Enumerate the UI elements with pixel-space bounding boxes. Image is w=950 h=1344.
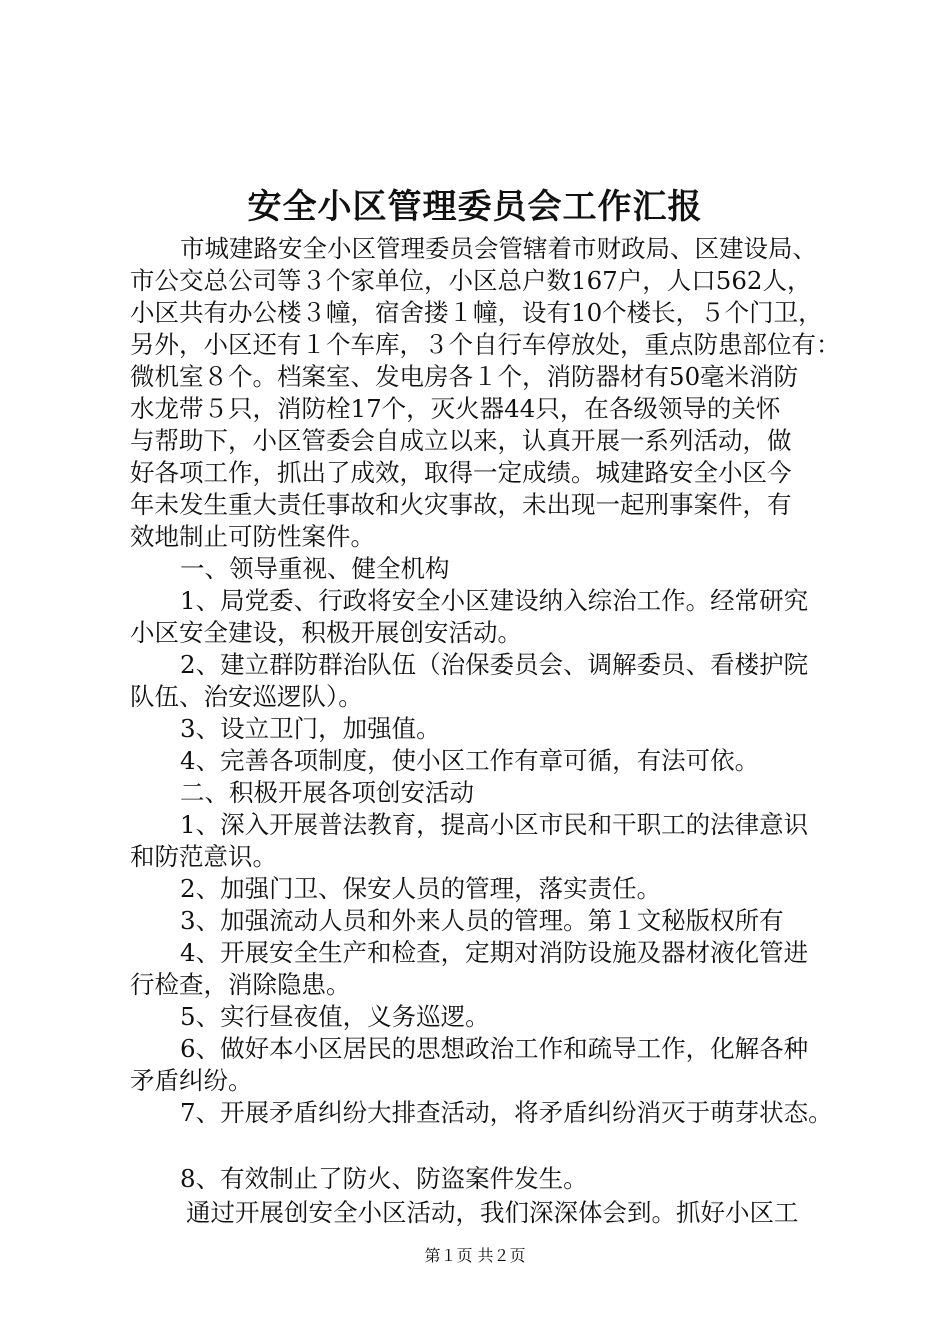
list-item-line: 3、设立卫门，加强值。 bbox=[180, 714, 441, 743]
paragraph-line: 水龙带５只，消防栓17个，灭火器44只，在各级领导的关怀 bbox=[130, 394, 781, 423]
list-item-line: 矛盾纠纷。 bbox=[130, 1066, 253, 1095]
list-item-line: 3、加强流动人员和外来人员的管理。第１文秘版权所有 bbox=[180, 906, 784, 935]
paragraph-line: 微机室８个。档案室、发电房各１个，消防器材有50毫米消防 bbox=[130, 362, 799, 391]
list-item-line: 队伍、治安巡逻队）。 bbox=[130, 682, 363, 711]
paragraph-line: 通过开展创安全小区活动，我们深深体会到。抓好小区工 bbox=[186, 1198, 799, 1227]
paragraph-line: 好各项工作，抓出了成效，取得一定成绩。城建路安全小区今 bbox=[130, 458, 792, 487]
list-item-line: 7、开展矛盾纠纷大排查活动，将矛盾纠纷消灭于萌芽状态。 bbox=[180, 1098, 833, 1127]
list-item-line: 4、完善各项制度，使小区工作有章可循，有法可依。 bbox=[180, 746, 760, 775]
section-heading: 一、领导重视、健全机构 bbox=[180, 554, 450, 583]
list-item-line: 1、局党委、行政将安全小区建设纳入综治工作。经常研究 bbox=[180, 586, 809, 615]
list-item-line: 2、加强门卫、保安人员的管理，落实责任。 bbox=[180, 874, 662, 903]
paragraph-line: 年未发生重大责任事故和火灾事故，未出现一起刑事案件，有 bbox=[130, 490, 792, 519]
list-item-line: 1、深入开展普法教育，提高小区市民和干职工的法律意识 bbox=[180, 810, 809, 839]
list-item-line: 2、建立群防群治队伍（治保委员会、调解委员、看楼护院 bbox=[180, 650, 809, 679]
page-number-footer: 第１页 共２页 bbox=[424, 1246, 526, 1265]
document-title: 安全小区管理委员会工作汇报 bbox=[247, 187, 703, 227]
paragraph-line: 市城建路安全小区管理委员会管辖着市财政局、区建设局、 bbox=[180, 234, 817, 263]
list-item-line: 8、有效制止了防火、防盗案件发生。 bbox=[180, 1164, 588, 1193]
list-item-line: 行检查，消除隐患。 bbox=[130, 970, 351, 999]
list-item-line: 6、做好本小区居民的思想政治工作和疏导工作，化解各种 bbox=[180, 1034, 809, 1063]
paragraph-line: 另外，小区还有１个车库，３个自行车停放处，重点防患部位有： bbox=[130, 330, 841, 359]
paragraph-line: 小区共有办公楼３幢，宿舍搂１幢，设有10个楼长，５个门卫， bbox=[130, 298, 823, 327]
list-item-line: 和防范意识。 bbox=[130, 842, 277, 871]
paragraph-line: 与帮助下，小区管委会自成立以来，认真开展一系列活动，做 bbox=[130, 426, 792, 455]
list-item-line: 小区安全建设，积极开展创安活动。 bbox=[130, 618, 522, 647]
list-item-line: 4、开展安全生产和检查，定期对消防设施及器材液化管进 bbox=[180, 938, 809, 967]
list-item-line: 5、实行昼夜值，义务巡逻。 bbox=[180, 1002, 490, 1031]
paragraph-line: 市公交总公司等３个家单位，小区总户数167户，人口562人， bbox=[130, 266, 812, 295]
paragraph-line: 效地制止可防性案件。 bbox=[130, 522, 375, 551]
section-heading: 二、积极开展各项创安活动 bbox=[180, 778, 474, 807]
